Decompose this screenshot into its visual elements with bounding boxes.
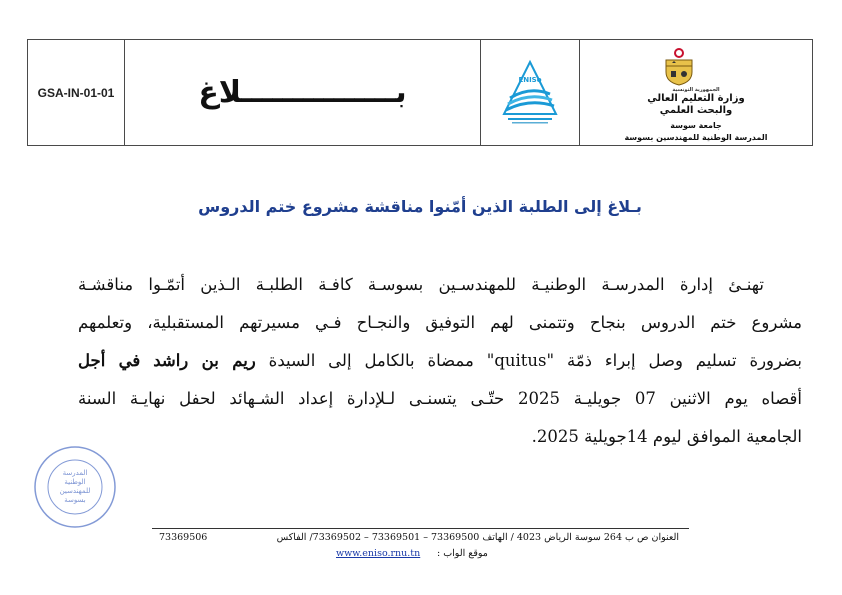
footer-fax: 73369506 xyxy=(159,532,208,543)
footer-address: العنوان ص ب 264 سوسة الرياض 4023 / الهاتف 73369500 – 73369501 – 73369502/ الفاكس xyxy=(276,532,679,543)
tunisia-emblem xyxy=(662,46,696,86)
staff-name: ريم بن راشد xyxy=(153,351,256,370)
body-line-5: الجامعية الموافق ليوم 14جويلية 2025. xyxy=(531,427,802,446)
svg-text:ENISo: ENISo xyxy=(518,75,542,84)
institution-cell xyxy=(580,40,812,145)
footer-divider xyxy=(152,528,689,529)
ministry-line2: والبحث العلمي xyxy=(659,105,733,116)
doc-title: بـــــــــــــــلاغ xyxy=(198,75,407,110)
doc-title-cell xyxy=(125,40,481,145)
school-name: المدرسة الوطنية للمهندسين بسوسة xyxy=(624,133,768,142)
body-line-3-start: بضرورة تسليم وصل إبراء ذمّة "quitus" ممضاة بالكامل إلى السيدة xyxy=(268,351,803,370)
svg-text:للمهندسين: للمهندسين xyxy=(59,487,91,495)
svg-text:الوطنية: الوطنية xyxy=(64,478,86,486)
svg-text:بسوسة: بسوسة xyxy=(64,496,86,504)
body-line-2: مشروع ختم الدروس بنجاح وتتمنى لهم التوفيق والنجـاح فـي مسيرتهم المستقبلية، وتعلمهم xyxy=(78,313,802,332)
document-header xyxy=(27,39,813,146)
announcement-heading: بـلاغ إلى الطلبة الذين أمّنوا مناقشة مشروع ختم الدروس xyxy=(198,197,642,216)
ministry-line1: وزارة التعليم العالي xyxy=(647,93,745,104)
republic-label: الجمهورية التونسية xyxy=(672,87,720,93)
body-line-1: تهنـئ إدارة المدرسـة الوطنيـة للمهندسـين بسوسـة كافـة الطلبـة الـذين أتمّـوا مناقشـة xyxy=(78,275,764,294)
footer-website-link[interactable]: www.eniso.rnu.tn xyxy=(336,548,421,559)
body-line-3 xyxy=(78,350,802,372)
footer-website-label: موقع الواب : xyxy=(437,548,488,559)
doc-code: GSA-IN-01-01 xyxy=(37,85,115,100)
doc-code-cell xyxy=(28,40,125,145)
body-line-4: أقصاه يوم الاثنين 07 جويليـة 2025 حتّـى يتسنـى لـلإدارة إعداد الشـهائد لحفل نهايـة السنة xyxy=(78,389,802,408)
eniso-logo-cell xyxy=(481,40,580,145)
eniso-logo xyxy=(500,58,560,128)
svg-text:المدرسة: المدرسة xyxy=(62,469,88,477)
body-line-3-end: في أجل xyxy=(78,351,141,370)
university-name: جامعة سوسة xyxy=(670,121,722,130)
official-stamp xyxy=(30,442,120,532)
